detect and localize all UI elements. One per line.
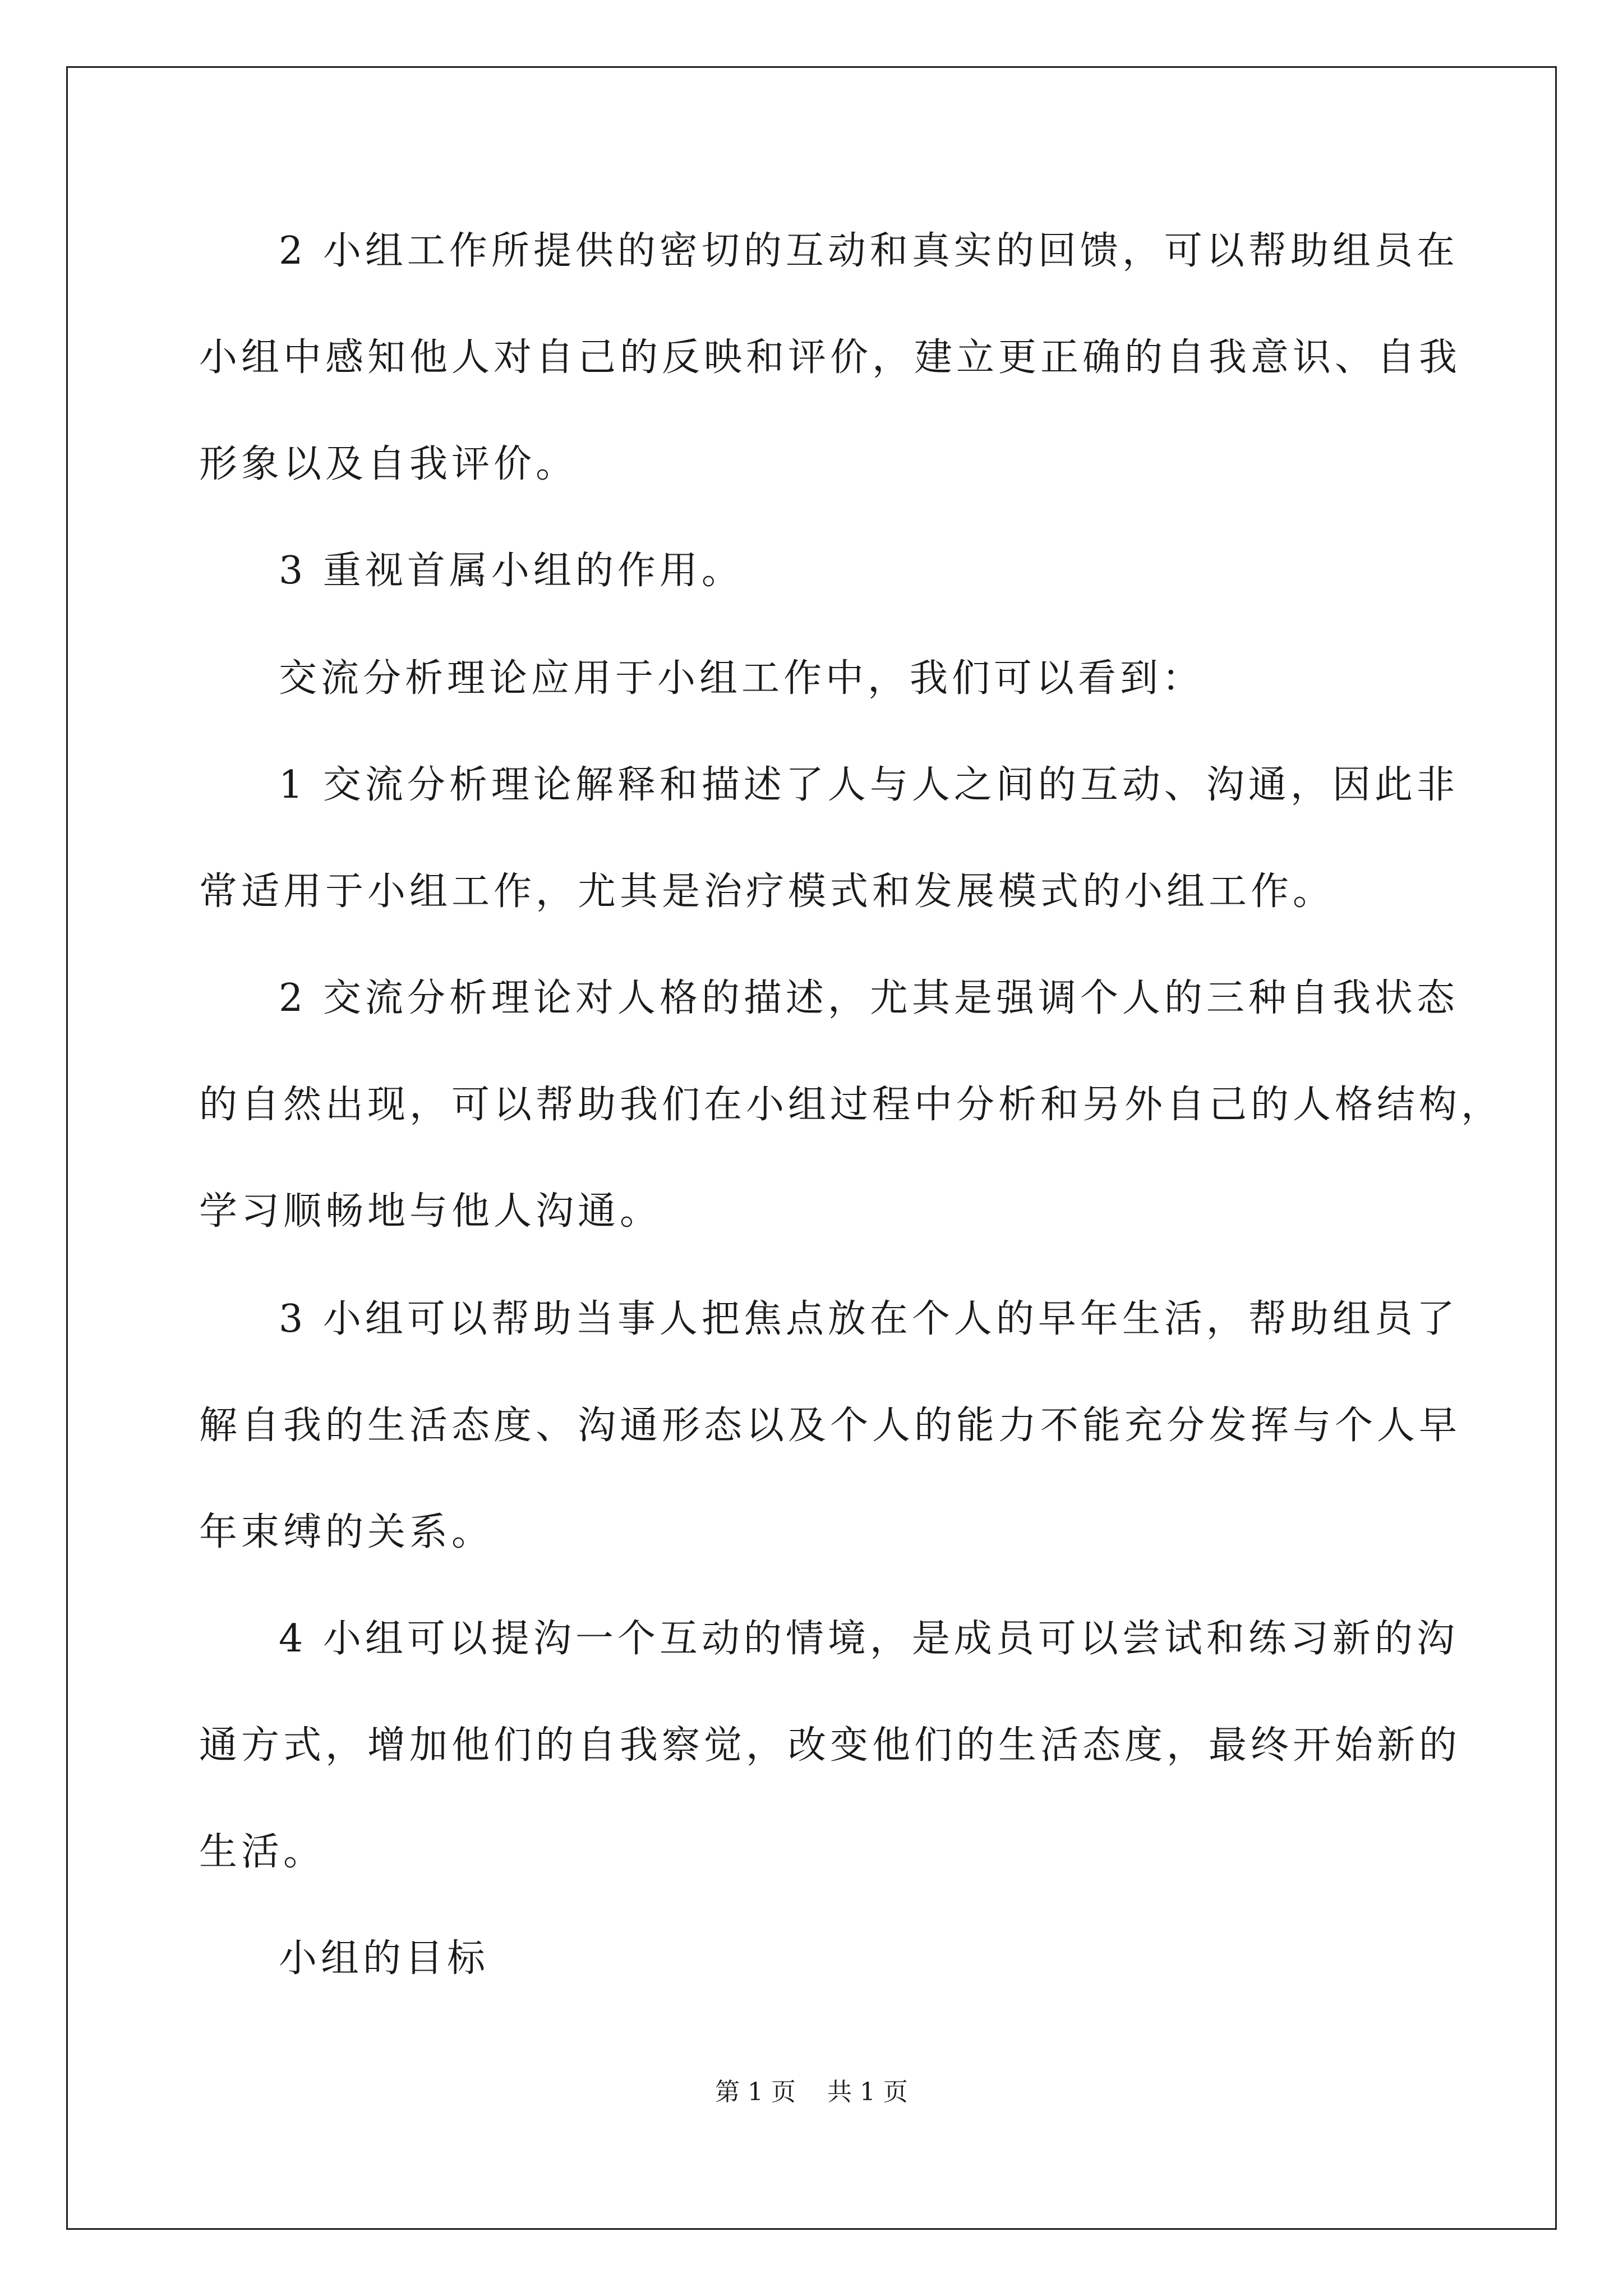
page-border: [66, 66, 1557, 2230]
paragraph-line: 小组中感知他人对自己的反映和评价，建立更正确的自我意识、自我: [199, 335, 1461, 380]
paragraph-line: 形象以及自我评价。: [199, 442, 578, 486]
paragraph-line: 年束缚的关系。: [199, 1510, 494, 1554]
paragraph-line: 生活。: [199, 1830, 326, 1874]
paragraph-line: 交流分析理论应用于小组工作中，我们可以看到：: [279, 656, 1205, 701]
paragraph-line: 3 小组可以帮助当事人把焦点放在个人的早年生活，帮助组员了: [279, 1297, 1459, 1341]
paragraph-line: 通方式，增加他们的自我察觉，改变他们的生活态度，最终开始新的: [199, 1723, 1461, 1768]
paragraph-line: 2 交流分析理论对人格的描述，尤其是强调个人的三种自我状态: [279, 976, 1459, 1020]
section-heading: 小组的目标: [279, 1936, 490, 1981]
paragraph-line: 学习顺畅地与他人沟通。: [199, 1189, 662, 1234]
page-number-footer: 第 1 页 共 1 页: [715, 2078, 908, 2106]
paragraph-line: 的自然出现，可以帮助我们在小组过程中分析和另外自己的人格结构，: [199, 1083, 1504, 1127]
paragraph-line: 4 小组可以提沟一个互动的情境，是成员可以尝试和练习新的沟: [279, 1617, 1459, 1661]
paragraph-line: 3 重视首属小组的作用。: [279, 549, 744, 593]
paragraph-line: 解自我的生活态度、沟通形态以及个人的能力不能充分发挥与个人早: [199, 1404, 1461, 1448]
paragraph-line: 常适用于小组工作，尤其是治疗模式和发展模式的小组工作。: [199, 869, 1335, 914]
paragraph-line: 2 小组工作所提供的密切的互动和真实的回馈，可以帮助组员在: [279, 229, 1459, 273]
paragraph-line: 1 交流分析理论解释和描述了人与人之间的互动、沟通，因此非: [279, 763, 1459, 807]
